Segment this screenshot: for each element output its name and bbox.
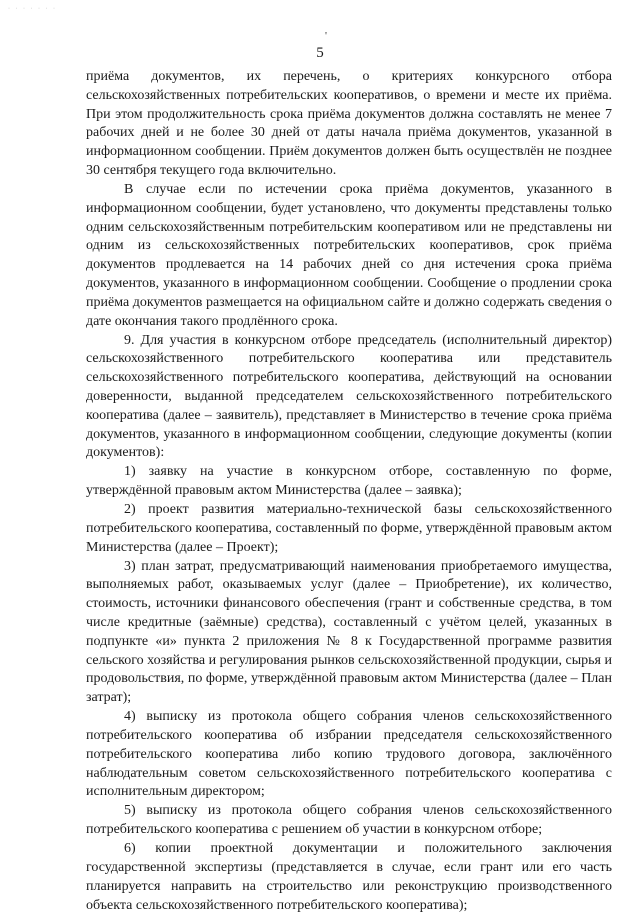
list-item-5: 5) выписку из протокола общего собрания членов сельскохозяйственного потребительского кооператива с решением об участии в конкурсном отборе;	[86, 803, 612, 838]
list-item-4: 4) выписку из протокола общего собрания членов сельскохозяйственного потребительского кооператива об избрании председателя сельскохозяйственного потребительского кооператива либо копию трудового договора, заключённого наблюдательным советом сельскохозяйственного потребительского кооператива с исполнительным директором;	[86, 709, 612, 800]
scan-header-mark: · · · · · · ·	[8, 6, 57, 10]
scan-tick-mark: '	[325, 30, 327, 42]
document-body	[86, 68, 612, 915]
list-item-2: 2) проект развития материально-технической базы сельскохозяйственного потребительского кооператива, составленный по форме, утверждённой правовым актом Министерства (далее – Проект);	[86, 502, 612, 555]
paragraph-item-9: 9. Для участия в конкурсном отборе председатель (исполнительный директор) сельскохозяйственного потребительского кооператива или представитель сельскохозяйственного потребительского кооператива, действующий на основании доверенности, выданной председателем сельскохозяйственного потребительского кооператива (далее – заявитель), представляет в Министерство в течение срока приёма документов, указанного в информационном сообщении, следующие документы (копии документов):	[86, 332, 612, 461]
paragraph-continuation: приёма документов, их перечень, о критериях конкурсного отбора сельскохозяйственных потребительских кооперативов, о времени и месте их приёма. При этом продолжительность срока приёма документов должна составлять не менее 7 рабочих дней и не более 30 дней от даты начала приёма документов, указанной в информационном сообщении. Приём документов должен быть осуществлён не позднее 30 сентября текущего года включительно.	[86, 69, 612, 178]
page-number: 5	[316, 45, 324, 61]
list-item-3: 3) план затрат, предусматривающий наименования приобретаемого имущества, выполняемых работ, оказываемых услуг (далее – Приобретение), их количество, стоимость, источники финансового обеспечения (грант и собственные средства, в том числе кредитные (заёмные) средства), составленный с учётом целей, указанных в подпункте «и» пункта 2 приложения № 8 к Государственной программе развития сельского хозяйства и регулирования рынков сельскохозяйственной продукции, сырья и продовольствия, по форме, утверждённой правовым актом Министерства (далее – План затрат);	[86, 558, 612, 706]
paragraph-extension-rule: В случае если по истечении срока приёма документов, указанного в информационном сообщении, будет установлено, что документы представлены только одним сельскохозяйственным потребительским кооперативом или не представлены ни одним из сельскохозяйственных потребительских кооперативов, срок приёма документов продлевается на 14 рабочих дней со дня истечения срока приёма документов, указанного в информационном сообщении. Сообщение о продлении срока приёма документов размещается на официальном сайте и должно содержать сведения о дате окончания такого продлённого срока.	[86, 181, 612, 329]
list-item-1: 1) заявку на участие в конкурсном отборе, составленную по форме, утверждённой правовым актом Министерства (далее – заявка);	[86, 464, 612, 499]
list-item-6: 6) копии проектной документации и положительного заключения государственной экспертизы (представляется в случае, если грант или его часть планируется направить на строительство или реконструкцию производственного объекта сельскохозяйственного потребительского кооператива);	[86, 841, 612, 913]
